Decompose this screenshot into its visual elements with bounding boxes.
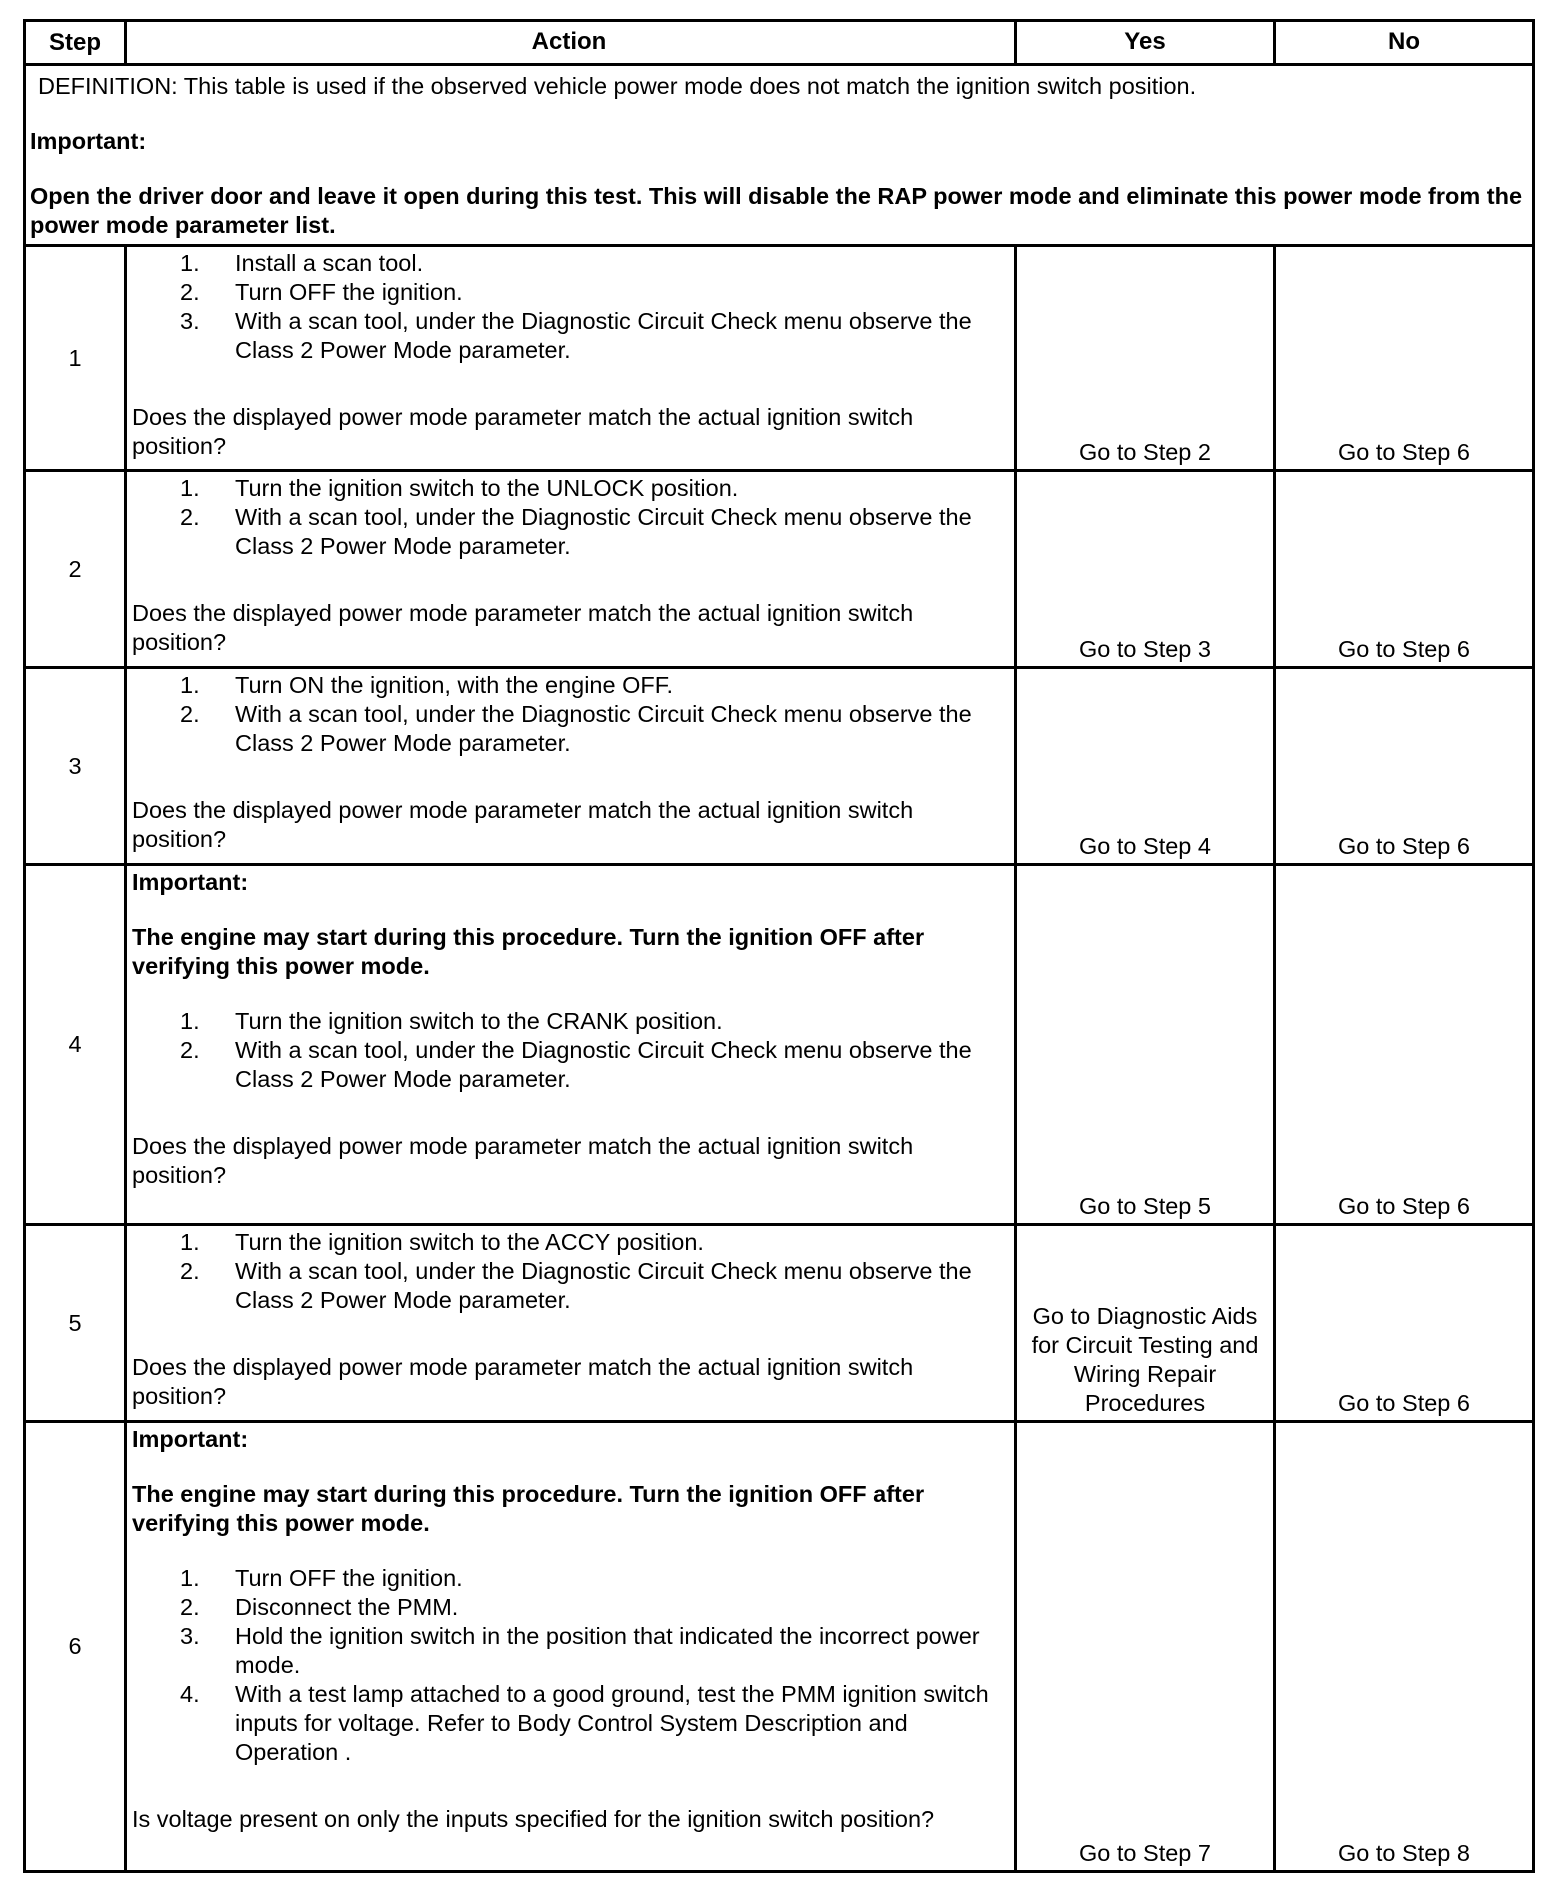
question-text: Does the displayed power mode parameter match the actual ignition switch position? <box>132 404 914 459</box>
action-cell <box>126 865 1016 1225</box>
header-no: No <box>1275 21 1534 65</box>
action-cell <box>126 246 1016 471</box>
step-list <box>132 249 1006 365</box>
yes-cell: Go to Step 7 <box>1016 1422 1275 1872</box>
list-item: 1. Install a scan tool. <box>180 250 424 276</box>
table-row <box>25 1225 1534 1422</box>
list-item: 3. With a scan tool, under the Diagnostic Circuit Check menu observe the Class 2 Power Mode parameter. <box>180 308 972 363</box>
list-item: 2. With a scan tool, under the Diagnostic Circuit Check menu observe the Class 2 Power Mode parameter. <box>180 1258 972 1313</box>
no-cell: Go to Step 6 <box>1275 471 1534 668</box>
question-text: Is voltage present on only the inputs specified for the ignition switch position? <box>132 1806 935 1832</box>
no-cell: Go to Step 6 <box>1275 1225 1534 1422</box>
action-cell <box>126 1225 1016 1422</box>
header-yes: Yes <box>1016 21 1275 65</box>
important-label: Important: <box>132 869 249 895</box>
no-cell: Go to Step 6 <box>1275 865 1534 1225</box>
table-row <box>25 246 1534 471</box>
list-item: 2. With a scan tool, under the Diagnostic Circuit Check menu observe the Class 2 Power Mode parameter. <box>180 504 972 559</box>
diagnostic-table <box>23 19 1535 1873</box>
important-text: The engine may start during this procedure. Turn the ignition OFF after verifying this power mode. <box>132 1481 925 1536</box>
header-action: Action <box>126 21 1016 65</box>
definition-text: DEFINITION: This table is used if the observed vehicle power mode does not match the ignition switch position. <box>38 73 1197 99</box>
list-item: 2. Disconnect the PMM. <box>180 1594 459 1620</box>
yes-cell: Go to Step 2 <box>1016 246 1275 471</box>
step-number: 6 <box>25 1422 126 1872</box>
step-list <box>132 474 1006 561</box>
header-row <box>25 21 1534 65</box>
action-cell <box>126 1422 1016 1872</box>
step-list <box>132 1228 1006 1315</box>
yes-cell: Go to Step 4 <box>1016 668 1275 865</box>
header-step: Step <box>25 21 126 65</box>
step-number: 5 <box>25 1225 126 1422</box>
definition-row <box>25 65 1534 246</box>
table-row <box>25 865 1534 1225</box>
list-item: 1. Turn ON the ignition, with the engine OFF. <box>180 672 674 698</box>
step-list <box>132 1564 1006 1767</box>
yes-cell: Go to Step 5 <box>1016 865 1275 1225</box>
list-item: 2. Turn OFF the ignition. <box>180 279 463 305</box>
question-text: Does the displayed power mode parameter match the actual ignition switch position? <box>132 797 914 852</box>
list-item: 1. Turn the ignition switch to the CRANK position. <box>180 1008 723 1034</box>
list-item: 2. With a scan tool, under the Diagnostic Circuit Check menu observe the Class 2 Power Mode parameter. <box>180 701 972 756</box>
definition-cell <box>25 65 1534 246</box>
step-number: 4 <box>25 865 126 1225</box>
list-item: 1. Turn the ignition switch to the ACCY position. <box>180 1229 704 1255</box>
question-text: Does the displayed power mode parameter match the actual ignition switch position? <box>132 1354 914 1409</box>
list-item: 1. Turn OFF the ignition. <box>180 1565 463 1591</box>
table-row <box>25 471 1534 668</box>
definition-important-text: Open the driver door and leave it open during this test. This will disable the RAP power mode and eliminate this power mode from the power mode parameter list. <box>30 183 1523 238</box>
list-item: 3. Hold the ignition switch in the position that indicated the incorrect power mode. <box>180 1623 980 1678</box>
step-list <box>132 671 1006 758</box>
step-number: 2 <box>25 471 126 668</box>
step-number: 3 <box>25 668 126 865</box>
step-number: 1 <box>25 246 126 471</box>
important-text: The engine may start during this procedure. Turn the ignition OFF after verifying this power mode. <box>132 924 925 979</box>
yes-cell: Go to Step 3 <box>1016 471 1275 668</box>
question-text: Does the displayed power mode parameter match the actual ignition switch position? <box>132 600 914 655</box>
definition-important-label: Important: <box>30 128 147 154</box>
table-row <box>25 668 1534 865</box>
question-text: Does the displayed power mode parameter match the actual ignition switch position? <box>132 1133 914 1188</box>
list-item: 2. With a scan tool, under the Diagnostic Circuit Check menu observe the Class 2 Power Mode parameter. <box>180 1037 972 1092</box>
action-cell <box>126 668 1016 865</box>
yes-cell: Go to Diagnostic Aids for Circuit Testing and Wiring Repair Procedures <box>1016 1225 1275 1422</box>
list-item: 1. Turn the ignition switch to the UNLOCK position. <box>180 475 739 501</box>
list-item: 4. With a test lamp attached to a good ground, test the PMM ignition switch inputs for voltage. Refer to Body Control System Description and Operation . <box>180 1681 989 1765</box>
no-cell: Go to Step 6 <box>1275 246 1534 471</box>
table-row <box>25 1422 1534 1872</box>
step-list <box>132 1007 1006 1094</box>
no-cell: Go to Step 6 <box>1275 668 1534 865</box>
action-cell <box>126 471 1016 668</box>
important-label: Important: <box>132 1426 249 1452</box>
no-cell: Go to Step 8 <box>1275 1422 1534 1872</box>
